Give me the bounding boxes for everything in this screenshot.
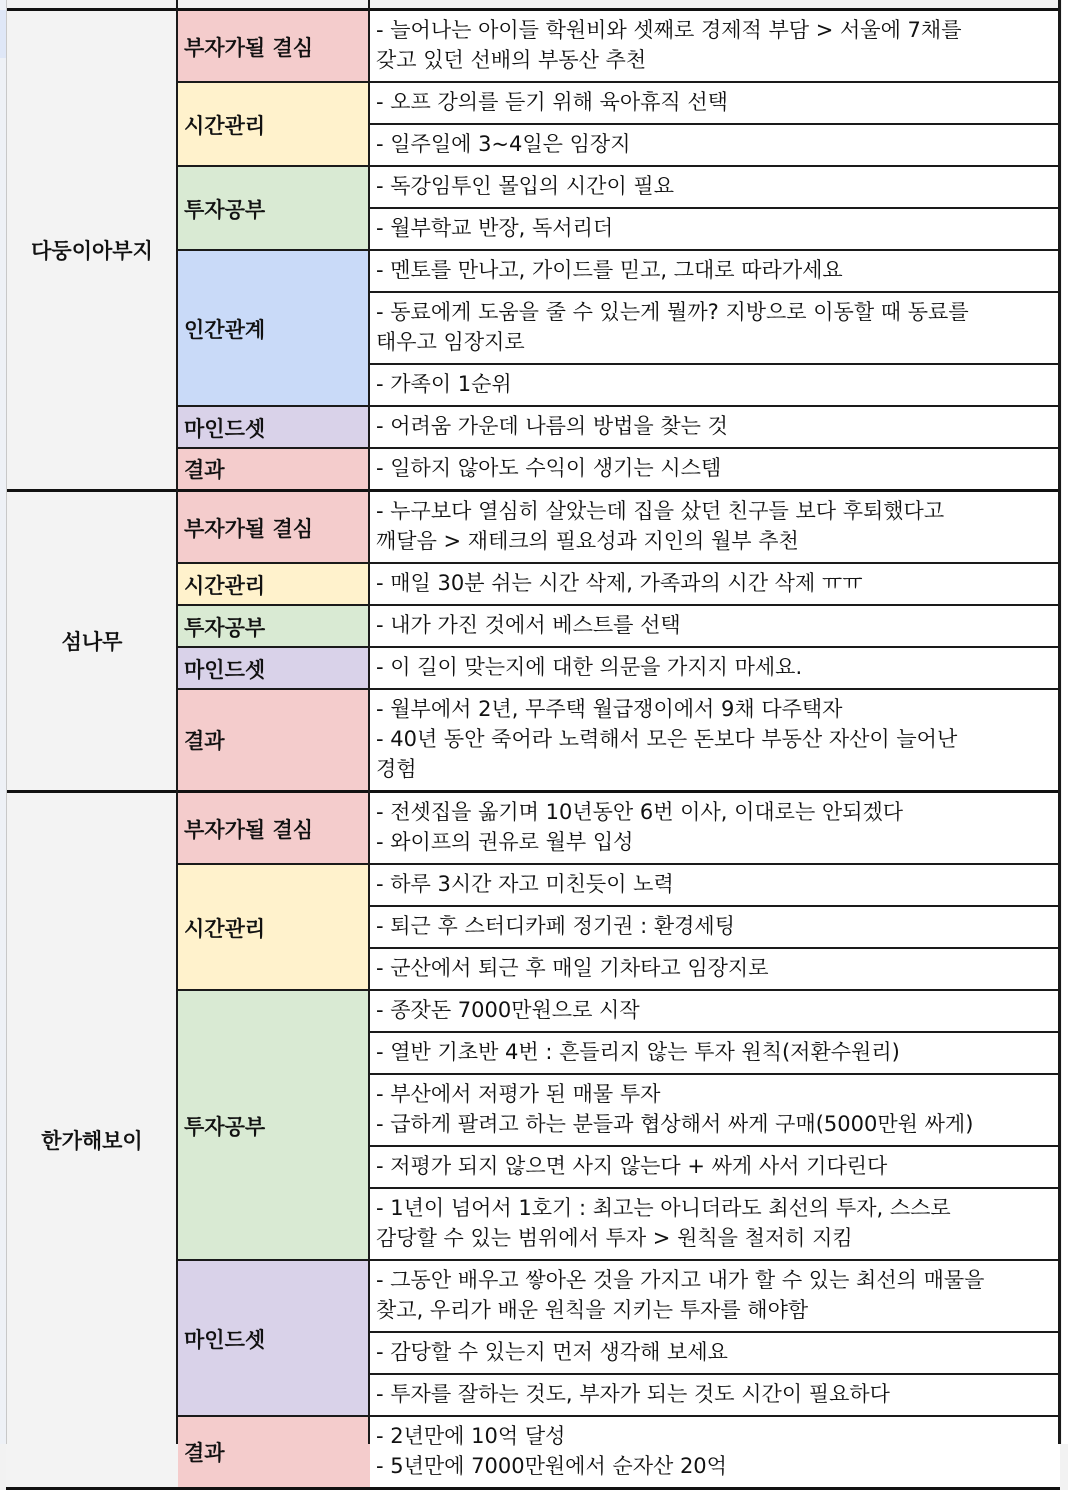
category-cell[interactable] xyxy=(178,991,370,1261)
detail-text: - 늘어나는 아이들 학원비와 셋째로 경제적 부담 > 서울에 7채를 xyxy=(376,18,962,42)
category-cell[interactable] xyxy=(178,648,370,690)
category-label: 시간관리 xyxy=(184,114,266,138)
detail-text: - 오프 강의를 듣기 위해 육아휴직 선택 xyxy=(376,90,728,114)
detail-cell[interactable] xyxy=(370,865,1060,905)
detail-cell[interactable] xyxy=(370,1075,1060,1145)
detail-text: - 어려움 가운데 나름의 방법을 찾는 것 xyxy=(376,414,728,438)
category-cell[interactable] xyxy=(178,606,370,648)
member-name-cell[interactable] xyxy=(6,11,178,489)
category-label: 투자공부 xyxy=(184,198,266,222)
detail-text: - 전셋집을 옮기며 10년동안 6번 이사, 이대로는 안되겠다 xyxy=(376,800,904,824)
category-cell[interactable] xyxy=(178,564,370,606)
detail-text: - 종잣돈 7000만원으로 시작 xyxy=(376,998,640,1022)
column-divider xyxy=(368,0,370,1444)
detail-cell[interactable] xyxy=(370,991,1060,1031)
category-label: 부자가될 결심 xyxy=(184,818,314,842)
detail-text: 태우고 임장지로 xyxy=(376,330,525,354)
category-label: 결과 xyxy=(184,458,225,482)
detail-cell[interactable] xyxy=(370,407,1060,447)
category-cell[interactable] xyxy=(178,1417,370,1487)
member-name: 한가해보이 xyxy=(41,1129,143,1153)
member-name-cell[interactable] xyxy=(6,492,178,790)
category-cell[interactable] xyxy=(178,1261,370,1417)
detail-text: - 매일 30분 쉬는 시간 삭제, 가족과의 시간 삭제 ㅠㅠ xyxy=(376,571,863,595)
category-label: 시간관리 xyxy=(184,574,266,598)
detail-cell[interactable] xyxy=(370,793,1060,863)
category-cell[interactable] xyxy=(178,407,370,449)
detail-text: - 그동안 배우고 쌓아온 것을 가지고 내가 할 수 있는 최선의 매물을 xyxy=(376,1268,985,1292)
detail-text: - 2년만에 10억 달성 xyxy=(376,1424,566,1448)
detail-cell[interactable] xyxy=(370,907,1060,947)
detail-text: - 일하지 않아도 수익이 생기는 시스템 xyxy=(376,456,722,480)
detail-cell[interactable] xyxy=(370,1333,1060,1373)
detail-cell[interactable] xyxy=(370,690,1060,790)
detail-text: - 감당할 수 있는지 먼저 생각해 보세요 xyxy=(376,1340,728,1364)
category-label: 부자가될 결심 xyxy=(184,517,314,541)
column-divider xyxy=(176,0,178,1444)
category-label: 결과 xyxy=(184,729,225,753)
detail-cell[interactable] xyxy=(370,1033,1060,1073)
detail-text: - 월부학교 반장, 독서리더 xyxy=(376,216,614,240)
column-divider xyxy=(6,0,7,1444)
detail-text: - 군산에서 퇴근 후 매일 기차타고 임장지로 xyxy=(376,956,769,980)
column-divider xyxy=(1058,0,1061,1444)
detail-cell[interactable] xyxy=(370,83,1060,123)
category-cell[interactable] xyxy=(178,11,370,83)
detail-cell[interactable] xyxy=(370,492,1060,562)
detail-text: - 이 길이 맞는지에 대한 의문을 가지지 마세요. xyxy=(376,655,803,679)
category-cell[interactable] xyxy=(178,865,370,991)
detail-cell[interactable] xyxy=(370,449,1060,489)
category-cell[interactable] xyxy=(178,167,370,251)
detail-cell[interactable] xyxy=(370,1417,1060,1487)
category-label: 시간관리 xyxy=(184,917,266,941)
category-cell[interactable] xyxy=(178,690,370,790)
detail-text: - 동료에게 도움을 줄 수 있는게 뭘까? 지방으로 이동할 때 동료를 xyxy=(376,300,969,324)
detail-text: 찾고, 우리가 배운 원칙을 지키는 투자를 해야함 xyxy=(376,1298,809,1322)
category-cell[interactable] xyxy=(178,449,370,489)
detail-cell[interactable] xyxy=(370,365,1060,405)
detail-cell[interactable] xyxy=(370,949,1060,989)
detail-cell[interactable] xyxy=(370,125,1060,165)
category-label: 결과 xyxy=(184,1441,225,1465)
detail-text: - 내가 가진 것에서 베스트를 선택 xyxy=(376,613,681,637)
detail-text: - 열반 기초반 4번 : 흔들리지 않는 투자 원칙(저환수원리) xyxy=(376,1040,900,1064)
category-cell[interactable] xyxy=(178,83,370,167)
detail-cell[interactable] xyxy=(370,293,1060,363)
detail-text: 경험 xyxy=(376,757,417,781)
detail-cell[interactable] xyxy=(370,564,1060,604)
category-label: 투자공부 xyxy=(184,1115,266,1139)
detail-cell[interactable] xyxy=(370,1375,1060,1415)
category-cell[interactable] xyxy=(178,793,370,865)
detail-text: - 하루 3시간 자고 미친듯이 노력 xyxy=(376,872,674,896)
detail-cell[interactable] xyxy=(370,251,1060,291)
detail-text: - 가족이 1순위 xyxy=(376,372,512,396)
detail-cell[interactable] xyxy=(370,1261,1060,1331)
sheet-right-margin xyxy=(1062,0,1068,1444)
detail-cell[interactable] xyxy=(370,1189,1060,1259)
category-label: 마인드셋 xyxy=(184,1328,266,1352)
detail-text: - 5년만에 7000만원에서 순자산 20억 xyxy=(376,1454,727,1478)
detail-text: - 일주일에 3~4일은 임장지 xyxy=(376,132,631,156)
category-cell[interactable] xyxy=(178,492,370,564)
detail-cell[interactable] xyxy=(370,648,1060,688)
category-cell[interactable] xyxy=(178,251,370,407)
detail-cell[interactable] xyxy=(370,209,1060,249)
member-name: 다둥이아부지 xyxy=(31,239,153,263)
detail-text: 깨달음 > 재테크의 필요성과 지인의 월부 추천 xyxy=(376,529,799,553)
detail-text: - 투자를 잘하는 것도, 부자가 되는 것도 시간이 필요하다 xyxy=(376,1382,890,1406)
detail-text: - 독강임투인 몰입의 시간이 필요 xyxy=(376,174,674,198)
category-label: 부자가될 결심 xyxy=(184,36,314,60)
category-label: 마인드셋 xyxy=(184,417,266,441)
detail-cell[interactable] xyxy=(370,606,1060,646)
member-name: 섬나무 xyxy=(61,630,123,654)
member-name-cell[interactable] xyxy=(6,793,178,1487)
detail-text: - 멘토를 만나고, 가이드를 믿고, 그대로 따라가세요 xyxy=(376,258,843,282)
detail-text: - 월부에서 2년, 무주택 월급쟁이에서 9채 다주택자 xyxy=(376,697,843,721)
detail-cell[interactable] xyxy=(370,1147,1060,1187)
detail-text: - 와이프의 권유로 월부 입성 xyxy=(376,830,634,854)
detail-cell[interactable] xyxy=(370,167,1060,207)
category-label: 투자공부 xyxy=(184,616,266,640)
detail-text: - 40년 동안 죽어라 노력해서 모은 돈보다 부동산 자산이 늘어난 xyxy=(376,727,958,751)
category-label: 인간관계 xyxy=(184,318,266,342)
detail-text: - 퇴근 후 스터디카페 정기권 : 환경세팅 xyxy=(376,914,735,938)
category-label: 마인드셋 xyxy=(184,658,266,682)
detail-text: - 누구보다 열심히 살았는데 집을 샀던 친구들 보다 후퇴했다고 xyxy=(376,499,945,523)
detail-text: 갖고 있던 선배의 부동산 추천 xyxy=(376,48,647,72)
detail-text: - 저평가 되지 않으면 사지 않는다 + 싸게 사서 기다린다 xyxy=(376,1154,888,1178)
detail-text: - 1년이 넘어서 1호기 : 최고는 아니더라도 최선의 투자, 스스로 xyxy=(376,1196,951,1220)
detail-text: - 부산에서 저평가 된 매물 투자 xyxy=(376,1082,661,1106)
detail-text: - 급하게 팔려고 하는 분들과 협상해서 싸게 구매(5000만원 싸게) xyxy=(376,1112,974,1136)
detail-cell[interactable] xyxy=(370,11,1060,81)
detail-text: 감당할 수 있는 범위에서 투자 > 원칙을 철저히 지킴 xyxy=(376,1226,853,1250)
